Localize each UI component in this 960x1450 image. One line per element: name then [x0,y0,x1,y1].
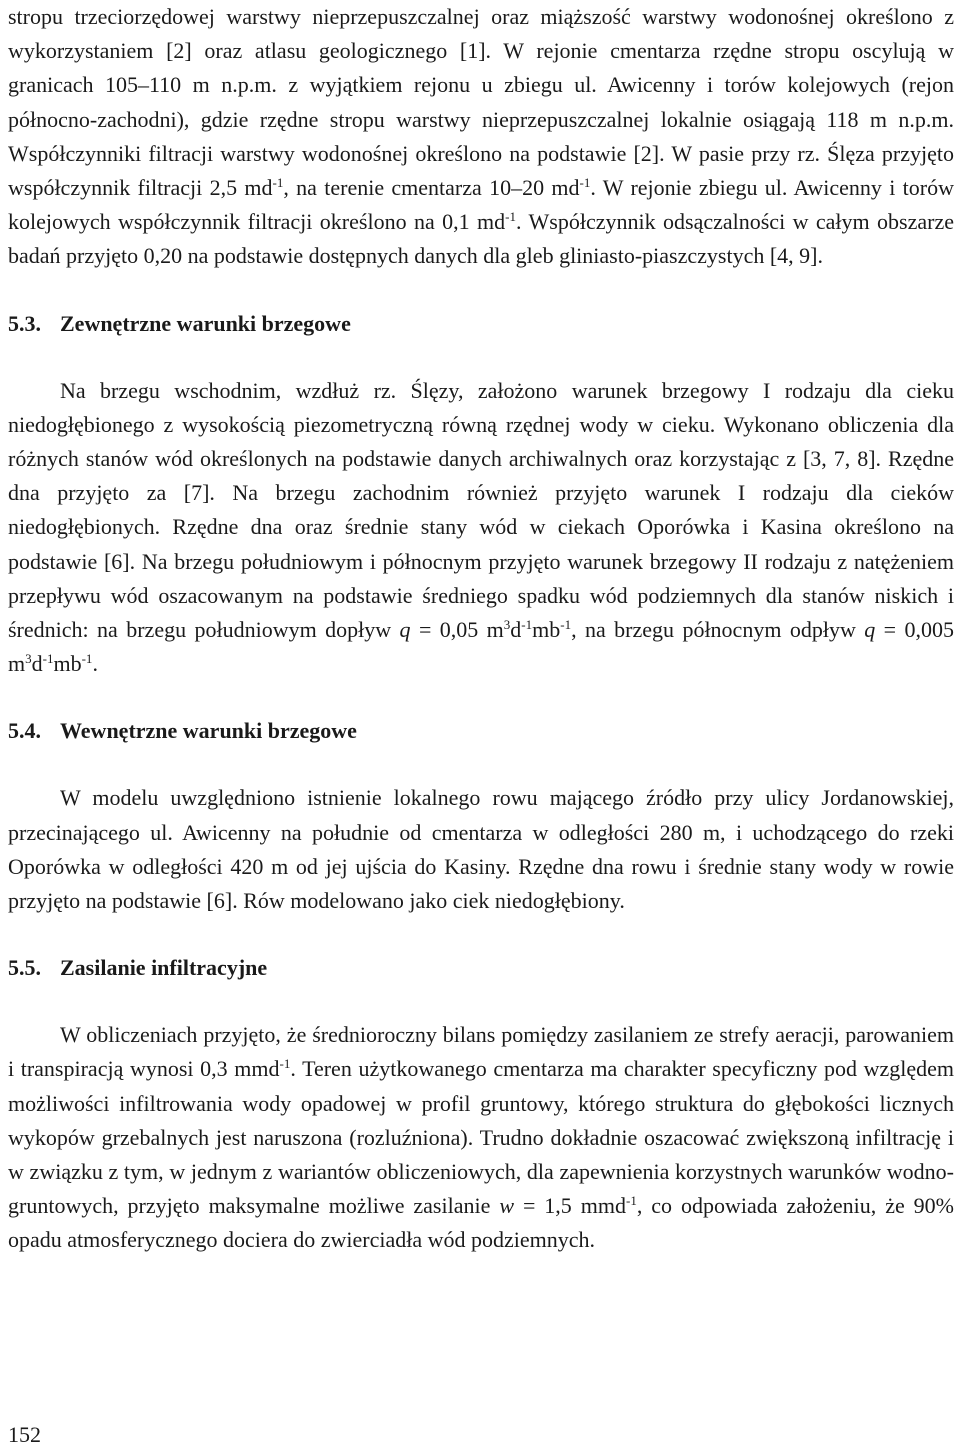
superscript: 3 [25,651,32,667]
text: , na terenie cmentarza 10–20 md [283,175,580,201]
superscript: -1 [521,617,533,633]
variable: q [864,617,876,643]
paragraph-aquifer-parameters [8,0,954,274]
section-number: 5.4. [8,718,41,744]
variable: w [499,1193,514,1219]
text: , na brzegu północnym odpływ [571,617,865,643]
text: d [510,617,522,643]
paragraph-external-boundary-conditions [8,374,954,682]
document-page [8,0,954,1258]
paragraph-infiltration-recharge [8,1018,954,1257]
superscript: -1 [42,651,54,667]
text: . Współczynnik odsączalności w całym obszarze badań przyjęto 0,20 na podstawie dostępnych danych dla gleb gliniasto-piaszczystych [4, 9]. [8,209,954,269]
text: . Teren użytkowanego cmentarza ma charakter specyficzny pod względem możliwości infiltrowania wody opadowej w profil gruntowy, którego struktura do głębokości licznych wykopów grzebalnych jest naruszona (rozluźniona). Trudno dokładnie oszacować zwiększoną infiltrację i w związku z tym, w jednym z wariantów obliczeniowych, dla zapewnienia korzystnych warunków wodno-gruntowych, przyjęto maksymalne możliwe zasilanie [8,1056,954,1219]
text: . [92,651,98,677]
text: W obliczeniach przyjęto, że średnioroczny bilans pomiędzy zasilaniem ze strefy aeracji, parowaniem i transpiracją wynosi 0,3 mmd [8,1022,954,1082]
text: mb [532,617,561,643]
text: d [31,651,43,677]
section-title: Zasilanie infiltracyjne [60,955,268,981]
text: mb [53,651,82,677]
text: . W rejonie zbiegu ul. Awicenny i torów kolejowych współczynnik filtracji określono na 0,1 md [8,175,954,235]
text: stropu trzeciorzędowej warstwy nieprzepuszczalnej oraz miąższość warstwy wodonośnej określono z wykorzystaniem [2] oraz atlasu geologicznego [1]. W rejonie cmentarza rzędne stropu oscylują w granicach 105–110 m n.p.m. z wyjątkiem rejonu u zbiegu ul. Awicenny i torów kolejowych (rejon północno-zachodni), gdzie rzędne stropu warstwy nieprzepuszczalnej lokalnie osiągają 118 m n.p.m. Współczynniki filtracji warstwy wodonośnej określono na podstawie [2]. W pasie przy rz. Ślęza przyjęto współczynnik filtracji 2,5 md [8,4,954,201]
section-number: 5.5. [8,955,41,981]
variable: q [399,617,411,643]
text: = 1,5 mmd [514,1193,626,1219]
section-number: 5.3. [8,310,41,336]
section-heading-5-5 [8,951,954,985]
superscript: -1 [279,1056,291,1072]
section-title: Zewnętrzne warunki brzegowe [60,310,351,336]
text: Na brzegu wschodnim, wzdłuż rz. Ślęzy, założono warunek brzegowy I rodzaju dla cieku niedogłębionego z wysokością piezometryczną równą rzędnej wody w cieku. Wykonano obliczenia dla różnych stanów wód określonych na podstawie danych archiwalnych oraz korzystając z [3, 7, 8]. Rzędne dna przyjęto za [7]. Na brzegu zachodnim również przyjęto warunek I rodzaju dla cieków niedogłębionych. Rzędne dna oraz średnie stany wód w ciekach Oporówka i Kasina określono na podstawie [6]. Na brzegu południowym i północnym przyjęto warunek brzegowy II rodzaju z natężeniem przepływu wód oszacowanym na podstawie średniego spadku wód podziemnych dla stanów niskich i średnich: na brzegu południowym dopływ [8,377,954,643]
superscript: -1 [579,175,591,191]
superscript: -1 [81,651,93,667]
superscript: -1 [272,175,284,191]
superscript: -1 [505,209,517,225]
superscript: -1 [560,617,572,633]
superscript: -1 [625,1193,637,1209]
section-title: Wewnętrzne warunki brzegowe [60,718,357,744]
section-heading-5-4 [8,714,954,748]
paragraph-internal-boundary-conditions: W modelu uwzględniono istnienie lokalnego rowu mającego źródło przy ulicy Jordanowskiej, przecinającego ul. Awicenny na południe od cmentarza w odległości 280 m, i uchodzącego do rzeki Oporówka w odległości 420 m od jej ujścia do Kasiny. Rzędne dna rowu i średnie stany wody w rowie przyjęto na podstawie [6]. Rów modelowano jako ciek niedogłębiony. [8,785,954,914]
text: , co odpowiada założeniu, że 90% opadu atmosferycznego dociera do zwierciadła wód podziemnych. [8,1193,954,1253]
text: = 0,05 m [410,617,504,643]
text: = 0,005 m [8,617,954,677]
superscript: 3 [503,617,511,633]
page-number: 152 [8,1422,41,1447]
section-heading-5-3 [8,307,954,341]
